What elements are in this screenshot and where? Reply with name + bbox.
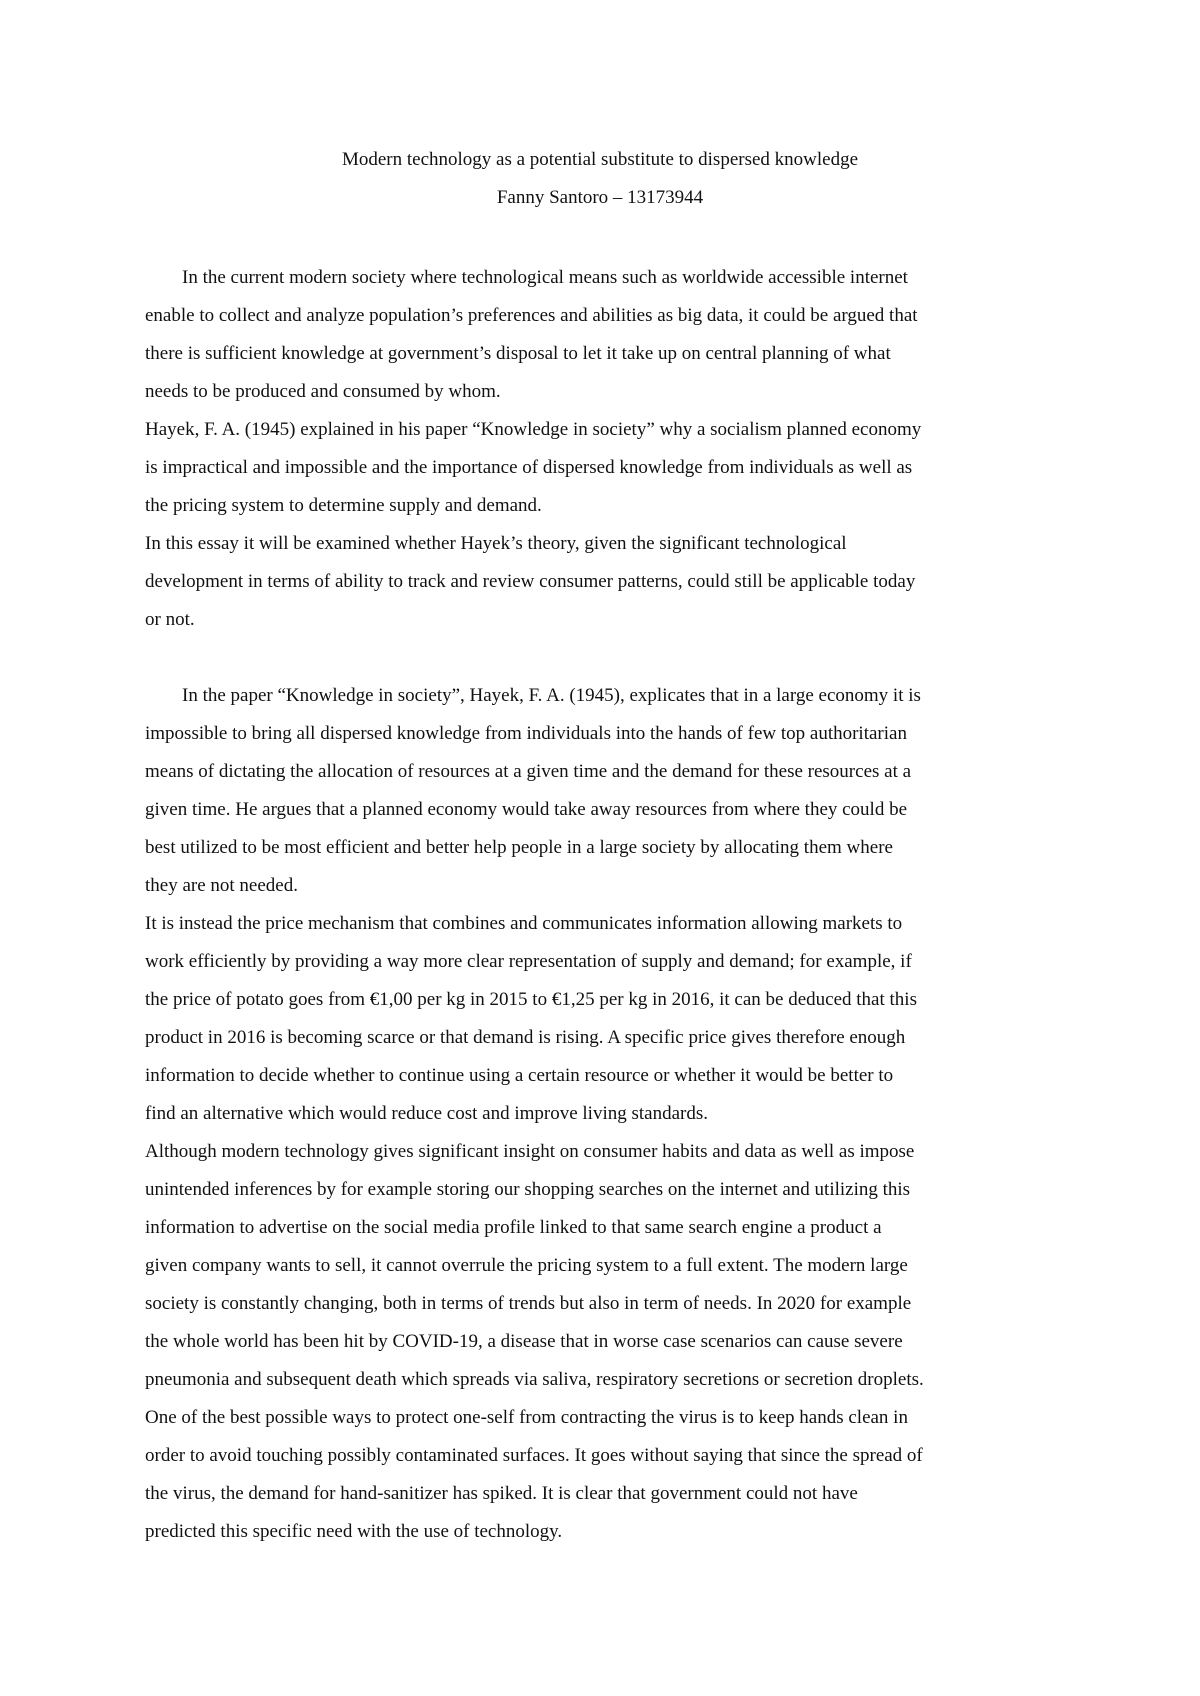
body-line: unintended inferences by for example storing our shopping searches on the internet and utilizing this [145,1179,911,1200]
body-line: the whole world has been hit by COVID-19, a disease that in worse case scenarios can cause severe [145,1331,903,1352]
body-line: there is sufficient knowledge at government’s disposal to let it take up on central planning of what [145,343,891,364]
body-line: find an alternative which would reduce cost and improve living standards. [145,1103,708,1124]
body-line: Hayek, F. A. (1945) explained in his paper “Knowledge in society” why a socialism planned economy [145,419,922,440]
body-line: or not. [145,609,195,630]
body-line: they are not needed. [145,875,298,896]
body-line: the price of potato goes from €1,00 per kg in 2015 to €1,25 per kg in 2016, it can be deduced that this [145,989,917,1010]
body-line: product in 2016 is becoming scarce or that demand is rising. A specific price gives therefore enough [145,1027,906,1048]
body-line: One of the best possible ways to protect one-self from contracting the virus is to keep hands clean in [145,1407,908,1428]
body-line: means of dictating the allocation of resources at a given time and the demand for these resources at a [145,761,912,782]
body-line: is impractical and impossible and the importance of dispersed knowledge from individuals as well as [145,457,913,478]
body-line: It is instead the price mechanism that combines and communicates information allowing markets to [145,913,903,934]
body-line: needs to be produced and consumed by whom. [145,381,501,402]
body-line: enable to collect and analyze population’s preferences and abilities as big data, it could be argued that [145,305,918,326]
author-line: Fanny Santoro – 13173944 [496,187,704,208]
body-line: society is constantly changing, both in terms of trends but also in term of needs. In 2020 for example [145,1293,912,1314]
body-line: impossible to bring all dispersed knowledge from individuals into the hands of few top authoritarian [145,723,907,744]
body-line: given time. He argues that a planned economy would take away resources from where they could be [145,799,908,820]
body-line: information to decide whether to continue using a certain resource or whether it would be better to [145,1065,894,1086]
body-line: In the current modern society where technological means such as worldwide accessible internet [182,267,908,288]
body-line: pneumonia and subsequent death which spreads via saliva, respiratory secretions or secretion droplets. [145,1369,924,1390]
body-line: the pricing system to determine supply and demand. [145,495,542,516]
document-title: Modern technology as a potential substitute to dispersed knowledge [341,149,859,170]
body-line: order to avoid touching possibly contaminated surfaces. It goes without saying that since the spread of [145,1445,923,1466]
body-line: predicted this specific need with the use of technology. [145,1521,563,1542]
body-line: work efficiently by providing a way more clear representation of supply and demand; for example, if [145,951,912,972]
body-line: In this essay it will be examined whether Hayek’s theory, given the significant technological [145,533,847,554]
body-line: information to advertise on the social media profile linked to that same search engine a product a [145,1217,882,1238]
body-line: Although modern technology gives significant insight on consumer habits and data as well as impose [145,1141,915,1162]
body-line: In the paper “Knowledge in society”, Hayek, F. A. (1945), explicates that in a large economy it is [182,685,921,706]
body-line: best utilized to be most efficient and better help people in a large society by allocating them where [145,837,893,858]
body-line: given company wants to sell, it cannot overrule the pricing system to a full extent. The modern large [145,1255,908,1276]
body-line: the virus, the demand for hand-sanitizer has spiked. It is clear that government could not have [145,1483,858,1504]
body-line: development in terms of ability to track and review consumer patterns, could still be applicable today [145,571,916,592]
